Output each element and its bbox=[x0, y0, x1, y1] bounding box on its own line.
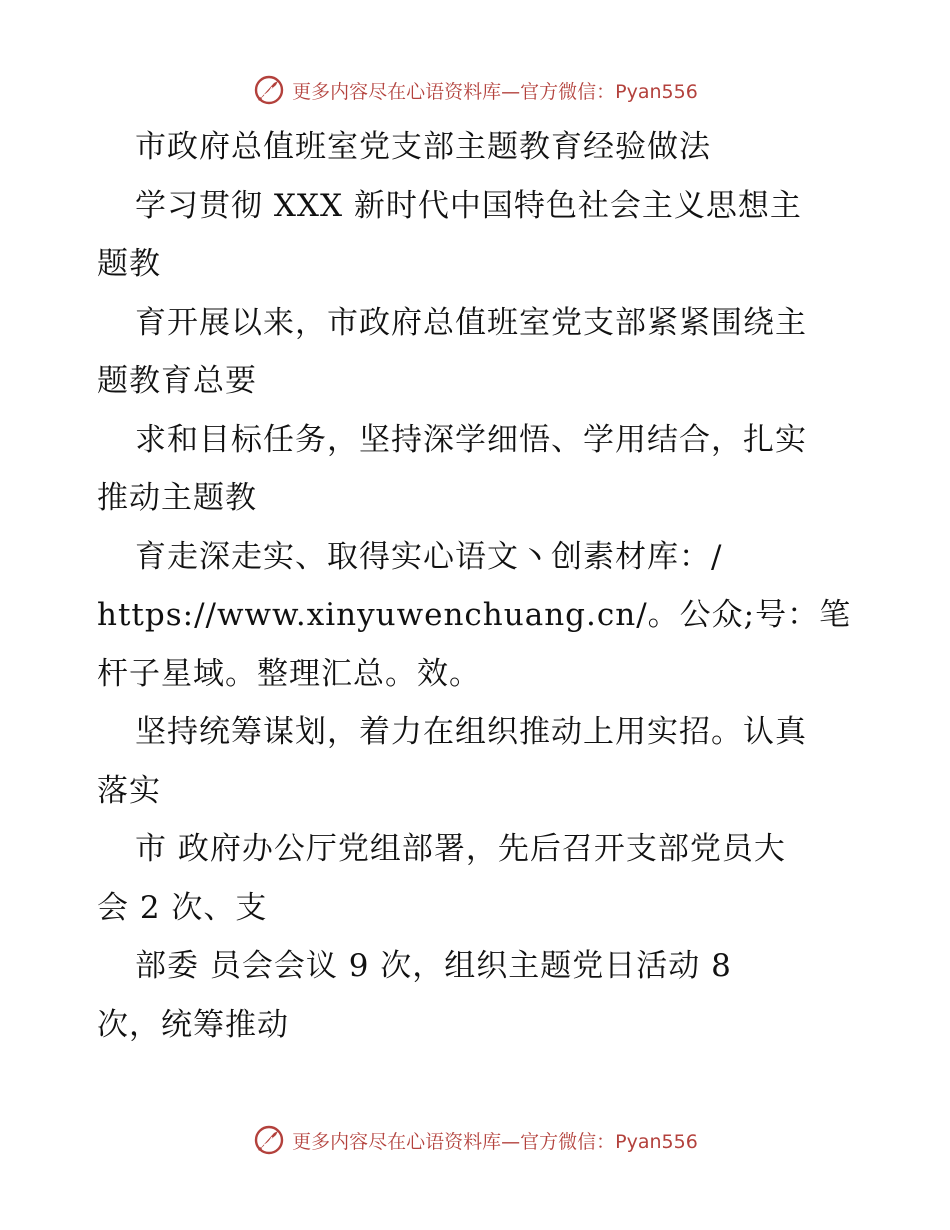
text-line: 次，统筹推动 bbox=[97, 1006, 289, 1043]
text-line: 杆子星域。整理汇总。效。 bbox=[97, 655, 481, 692]
watermark-text bbox=[292, 1127, 698, 1154]
text-line: 部委 员会会议 9 次，组织主题党日活动 8 bbox=[135, 948, 732, 984]
quill-pen-logo-icon bbox=[252, 1123, 286, 1157]
text-line: 求和目标任务，坚持深学细悟、学用结合，扎实 bbox=[135, 421, 807, 458]
watermark-prefix: 更多内容尽在心语资料库—官方微信： bbox=[292, 1130, 616, 1153]
text-line: 推动主题教 bbox=[97, 480, 257, 516]
footer-watermark-banner bbox=[0, 1120, 950, 1160]
watermark-handle: Pyan556 bbox=[615, 1130, 698, 1153]
watermark-text bbox=[292, 77, 698, 104]
watermark-handle: Pyan556 bbox=[615, 80, 698, 103]
text-line: 会 2 次、支 bbox=[97, 889, 268, 926]
text-line: 市 政府办公厅党组部署，先后召开支部党员大 bbox=[135, 831, 786, 867]
watermark-prefix: 更多内容尽在心语资料库—官方微信： bbox=[292, 80, 616, 103]
text-line: 市政府总值班室党支部主题教育经验做法 bbox=[135, 129, 711, 165]
header-watermark-banner bbox=[0, 70, 950, 110]
text-line: 育开展以来，市政府总值班室党支部紧紧围绕主 bbox=[135, 304, 807, 341]
document-body bbox=[97, 118, 877, 1054]
text-line: 题教 bbox=[97, 246, 161, 282]
text-line: 育走深走实、取得实心语文丶创素材库：/ bbox=[135, 538, 723, 575]
text-line: 坚持统筹谋划，着力在组织推动上用实招。认真 bbox=[135, 714, 807, 750]
quill-pen-logo-icon bbox=[252, 73, 286, 107]
text-line: 学习贯彻 XXX 新时代中国特色社会主义思想主 bbox=[135, 187, 802, 224]
text-line: https://www.xinyuwenchuang.cn/。公众;号：笔 bbox=[97, 597, 852, 633]
text-line: 落实 bbox=[97, 772, 161, 809]
text-line: 题教育总要 bbox=[97, 363, 257, 399]
